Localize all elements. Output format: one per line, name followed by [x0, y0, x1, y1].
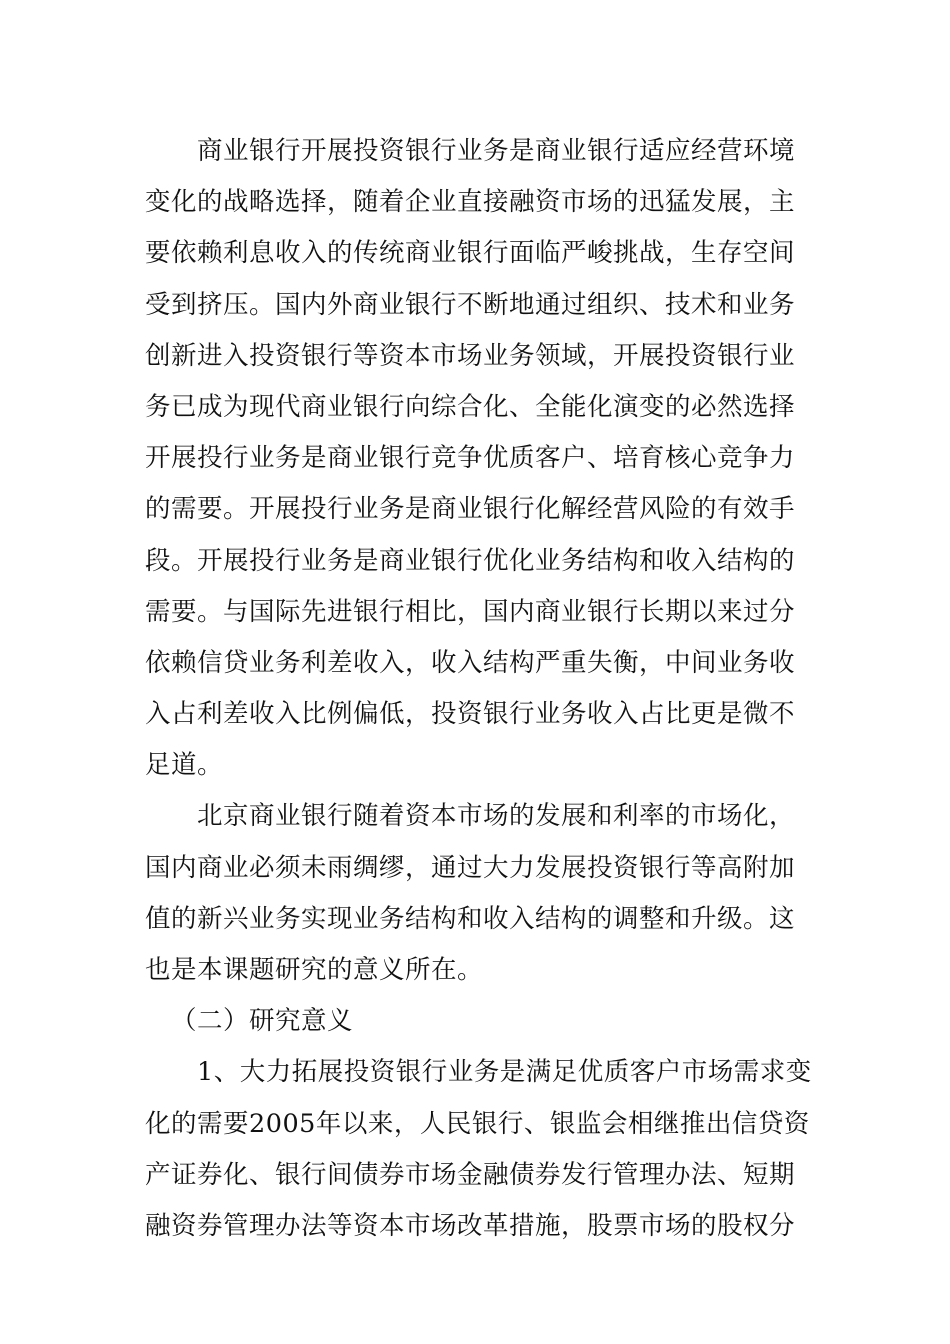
- text-line: 要依赖利息收入的传统商业银行面临严峻挑战，生存空间: [145, 238, 796, 269]
- text-line: 段。开展投行业务是商业银行优化业务结构和收入结构的: [145, 545, 796, 576]
- text-line: 产证券化、银行间债券市场金融债券发行管理办法、短期: [145, 1159, 796, 1190]
- paragraph-beijing-bank: [145, 791, 805, 996]
- text-line: 的需要。开展投行业务是商业银行化解经营风险的有效手: [145, 494, 796, 525]
- text-line: 开展投行业务是商业银行竞争优质客户、培育核心竞争力: [145, 443, 796, 474]
- document-body: [145, 126, 812, 1252]
- text-line: 化的需要2005年以来，人民银行、银监会相继推出信贷资: [145, 1108, 810, 1139]
- text-line: 变化的战略选择，随着企业直接融资市场的迅猛发展，主: [145, 187, 796, 218]
- text-line: 北京商业银行随着资本市场的发展和利率的市场化，: [197, 801, 796, 832]
- text-line: 需要。与国际先进银行相比，国内商业银行长期以来过分: [145, 596, 796, 627]
- text-line: 创新进入投资银行等资本市场业务领域，开展投资银行业: [145, 340, 796, 371]
- text-line: 国内商业必须未雨绸缪，通过大力发展投资银行等高附加: [145, 852, 796, 883]
- section-heading: [145, 996, 805, 1047]
- text-line: 1、大力拓展投资银行业务是满足优质客户市场需求变: [197, 1057, 812, 1088]
- text-line: 入占利差收入比例偏低，投资银行业务收入占比更是微不: [145, 699, 796, 730]
- text-line: 也是本课题研究的意义所在。: [145, 955, 484, 985]
- section-heading-text: （二）研究意义: [171, 1006, 354, 1037]
- text-line: 受到挤压。国内外商业银行不断地通过组织、技术和业务: [145, 289, 796, 320]
- paragraph-business-rationale: [145, 126, 805, 791]
- text-line: 务已成为现代商业银行向综合化、全能化演变的必然选择: [145, 391, 796, 422]
- text-line: 依赖信贷业务利差收入，收入结构严重失衡，中间业务收: [145, 647, 796, 678]
- text-line: 足道。: [145, 750, 224, 781]
- text-line: 融资券管理办法等资本市场改革措施，股票市场的股权分: [145, 1210, 796, 1241]
- paragraph-point-one: [145, 1047, 812, 1252]
- text-line: 商业银行开展投资银行业务是商业银行适应经营环境: [197, 136, 796, 166]
- text-line: 值的新兴业务实现业务结构和收入结构的调整和升级。这: [145, 903, 796, 934]
